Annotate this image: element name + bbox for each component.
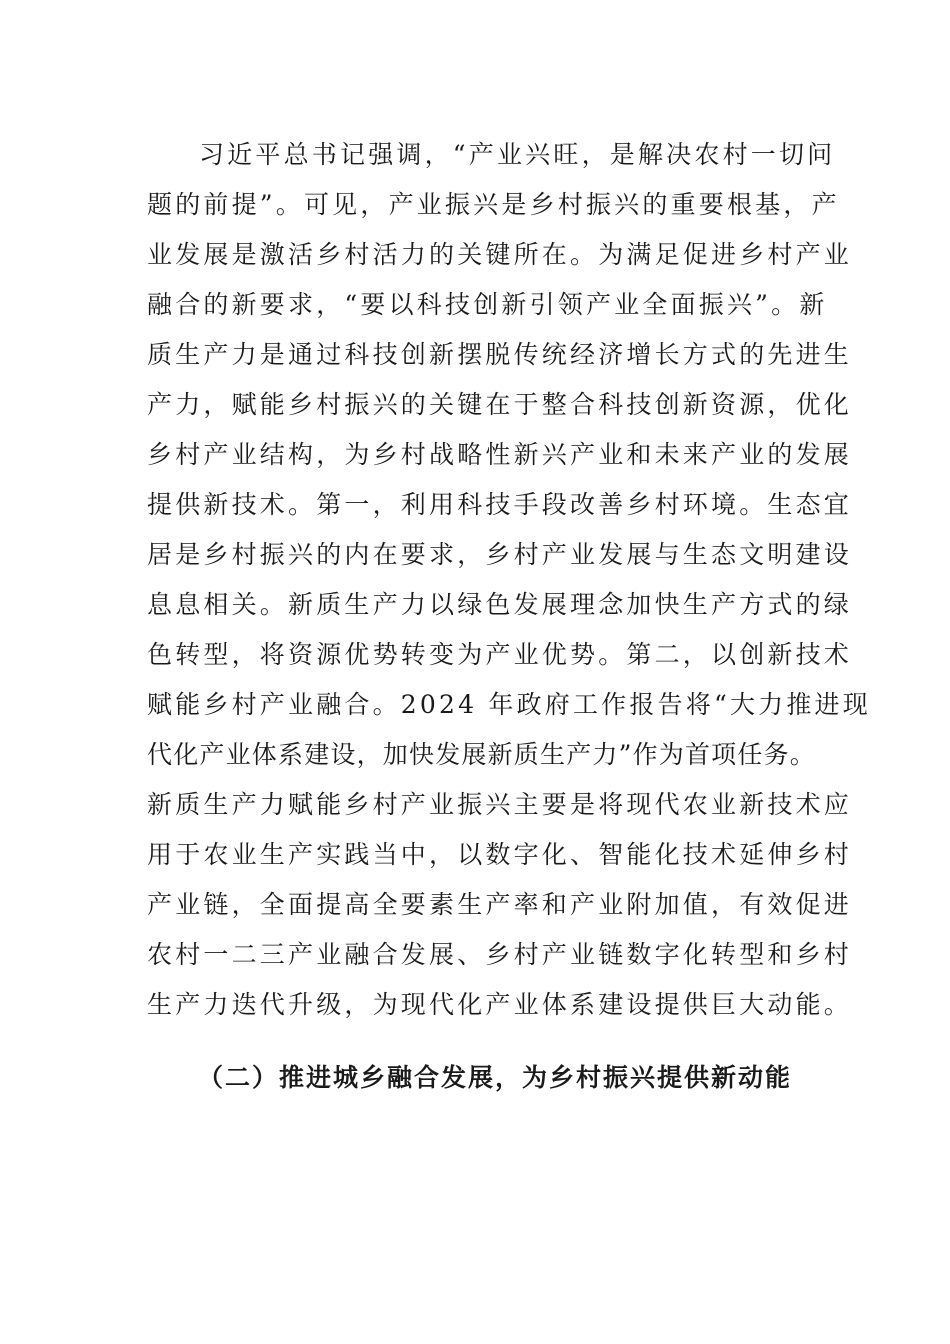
paragraph-line: 用于农业生产实践当中，以数字化、智能化技术延伸乡村 bbox=[147, 840, 853, 869]
paragraph-line: 产业链，全面提高全要素生产率和产业附加值，有效促进 bbox=[147, 890, 853, 919]
paragraph-line: 提供新技术。第一，利用科技手段改善乡村环境。生态宜 bbox=[147, 490, 853, 519]
paragraph-line: 质生产力是通过科技创新摆脱传统经济增长方式的先进生 bbox=[147, 340, 853, 369]
paragraph-line: 色转型，将资源优势转变为产业优势。第二，以创新技术 bbox=[147, 640, 853, 669]
paragraph-line: 乡村产业结构，为乡村战略性新兴产业和未来产业的发展 bbox=[147, 440, 853, 469]
paragraph-line: 习近平总书记强调，“产业兴旺，是解决农村一切问 bbox=[199, 140, 836, 169]
paragraph-line: 业发展是激活乡村活力的关键所在。为满足促进乡村产业 bbox=[147, 240, 853, 269]
paragraph-line: 息息相关。新质生产力以绿色发展理念加快生产方式的绿 bbox=[147, 590, 853, 619]
section-heading: （二）推进城乡融合发展，为乡村振兴提供新动能 bbox=[198, 1063, 793, 1092]
paragraph-line: 赋能乡村产业融合。2024 年政府工作报告将“大力推进现 bbox=[147, 690, 871, 719]
body-paragraph bbox=[147, 130, 871, 1030]
paragraph-line: 生产力迭代升级，为现代化产业体系建设提供巨大动能。 bbox=[147, 990, 853, 1019]
paragraph-line: 产力，赋能乡村振兴的关键在于整合科技创新资源，优化 bbox=[147, 390, 853, 419]
paragraph-line: 融合的新要求，“要以科技创新引领产业全面振兴”。新 bbox=[147, 290, 828, 319]
paragraph-line: 新质生产力赋能乡村产业振兴主要是将现代农业新技术应 bbox=[147, 790, 853, 819]
paragraph-line: 农村一二三产业融合发展、乡村产业链数字化转型和乡村 bbox=[147, 940, 853, 969]
paragraph-line: 题的前提”。可见，产业振兴是乡村振兴的重要根基，产 bbox=[147, 190, 840, 219]
paragraph-line: 居是乡村振兴的内在要求，乡村产业发展与生态文明建设 bbox=[147, 540, 853, 569]
paragraph-line: 代化产业体系建设，加快发展新质生产力”作为首项任务。 bbox=[147, 740, 816, 769]
